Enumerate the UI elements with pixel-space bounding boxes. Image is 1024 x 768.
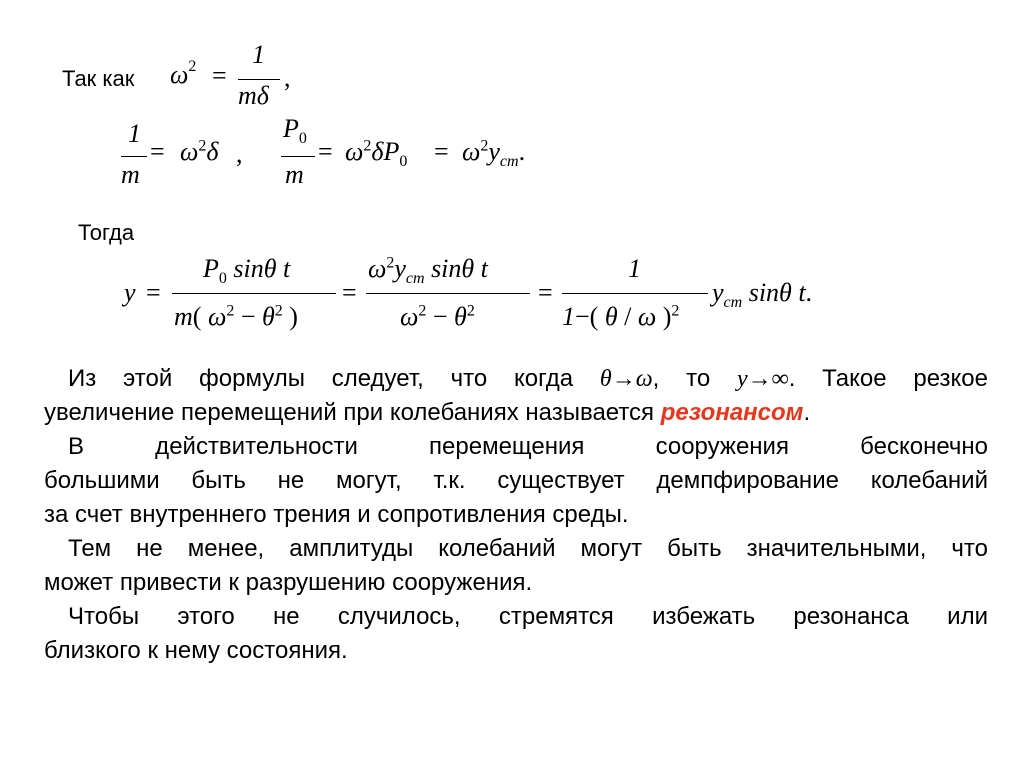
theta-to-omega-symbol: θ→ω (599, 366, 653, 392)
label-togda: Тогда (78, 220, 135, 245)
y-to-infinity-symbol: y→∞ (736, 366, 789, 392)
paragraph-line: увеличение перемещений при колебаниях называется резонансом. (44, 399, 811, 426)
paragraph-line: Чтобы этого не случилось, стремятся избежать резонанса или (68, 603, 988, 630)
paragraph-avoid-resonance (44, 600, 988, 668)
paragraph-line: Тем не менее, амплитуды колебаний могут быть значительными, что (68, 535, 988, 562)
paragraph-line: близкого к нему состояния. (44, 637, 348, 664)
paragraph-line: большими быть не могут, т.к. существует демпфирование колебаний (44, 467, 988, 494)
label-tak-kak: Так как (62, 66, 135, 91)
paragraph-line: может привести к разрушению сооружения. (44, 569, 533, 596)
highlight-resonance-term: резонансом (660, 399, 804, 426)
paragraph-line: Из этой формулы следует, что когда θ→ω, то y→∞. Такое резкое (68, 365, 988, 392)
paragraph-amplitudes (44, 532, 988, 600)
paragraph-damping (44, 430, 988, 532)
paragraph-line: В действительности перемещения сооружения бесконечно (68, 433, 988, 460)
paragraph-line: за счет внутреннего трения и сопротивления среды. (44, 501, 629, 528)
paragraph-resonance-definition (44, 362, 988, 430)
